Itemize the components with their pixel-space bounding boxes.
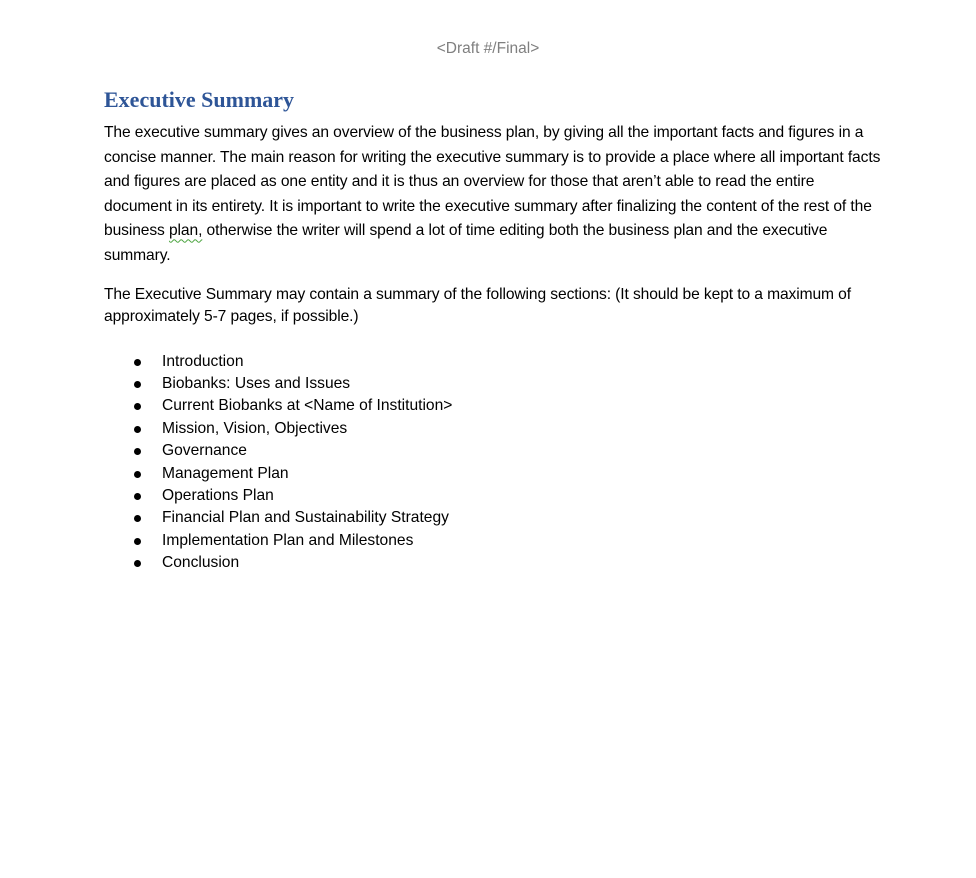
list-item-label: Implementation Plan and Milestones — [162, 531, 414, 549]
list-item[interactable] — [104, 440, 884, 462]
list-item-label: Mission, Vision, Objectives — [162, 419, 348, 437]
bullet-icon — [134, 448, 141, 455]
list-item-label: Management Plan — [162, 464, 289, 482]
bullet-icon — [134, 560, 141, 567]
overview-text-start: The executive summary gives an overview of the business plan, by giving all the important facts and figures in a concise manner. The main reason for writing the executive summary is to provide a place where all important facts and figures are placed as one entity and it is thus an overview for those that aren’t able to read the entire document in its entirety. It is important to write the executive summary after finalizing the content of the rest of the business — [104, 124, 881, 240]
grammar-flagged-word[interactable]: plan, — [168, 222, 203, 240]
sections-intro-paragraph[interactable]: The Executive Summary may contain a summary of the following sections: (It should be kept to a maximum of approximately 5-7 pages, if possible.) — [104, 285, 851, 326]
document-body — [104, 84, 884, 575]
bullet-icon — [134, 493, 141, 500]
list-item-label: Conclusion — [162, 554, 240, 572]
draft-status-header: <Draft #/Final> — [436, 40, 540, 57]
bullet-icon — [134, 426, 141, 433]
bullet-icon — [134, 471, 141, 478]
list-item-label: Introduction — [162, 352, 244, 370]
summary-sections-list — [104, 351, 884, 575]
section-title[interactable]: Executive Summary — [104, 87, 295, 112]
list-item-label: Financial Plan and Sustainability Strategy — [162, 509, 449, 527]
bullet-icon — [134, 515, 141, 522]
list-item[interactable] — [104, 395, 884, 417]
overview-text-end: otherwise the writer will spend a lot of time editing both the business plan and the executive summary. — [104, 222, 828, 264]
list-item-label: Biobanks: Uses and Issues — [162, 374, 351, 392]
list-item[interactable] — [104, 552, 884, 574]
list-item-label: Governance — [162, 442, 247, 460]
bullet-icon — [134, 359, 141, 366]
list-item-label: Operations Plan — [162, 487, 274, 504]
list-item[interactable] — [104, 351, 884, 373]
list-item-label: Current Biobanks at <Name of Institution> — [162, 397, 453, 415]
list-item[interactable] — [104, 507, 884, 529]
list-item[interactable] — [104, 530, 884, 552]
list-item[interactable] — [104, 418, 884, 440]
bullet-icon — [134, 381, 141, 388]
list-item[interactable] — [104, 485, 884, 507]
overview-paragraph[interactable] — [104, 121, 884, 269]
bullet-icon — [134, 403, 141, 410]
list-item[interactable] — [104, 463, 884, 485]
bullet-icon — [134, 538, 141, 545]
list-item[interactable] — [104, 373, 884, 395]
